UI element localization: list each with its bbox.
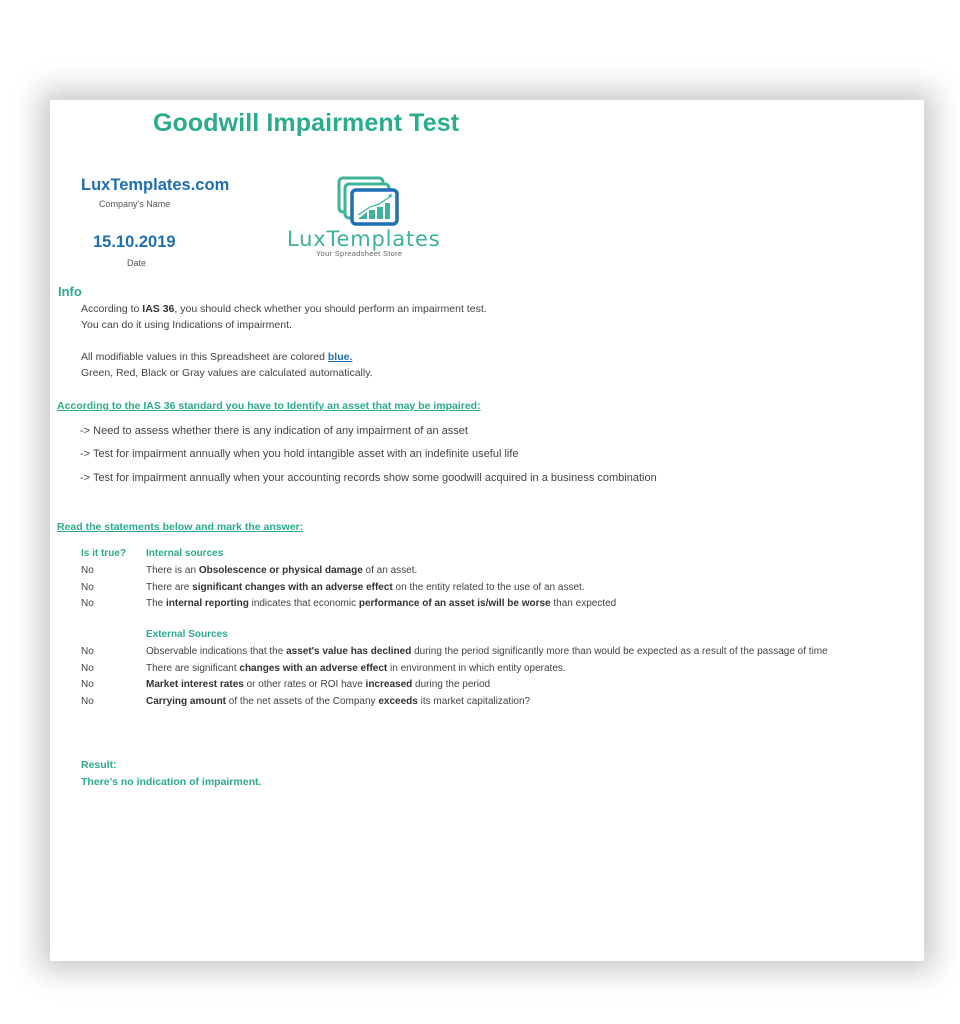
ias-reference: IAS 36 [142,303,175,315]
statement-text: Carrying amount of the net assets of the Company exceeds its market capitalization? [146,695,531,707]
company-name-label: Company's Name [99,199,171,209]
info-line-1 [81,303,487,315]
answer-cell[interactable]: No [81,662,94,674]
identify-item: -> Test for impairment annually when your accounting records show some goodwill acquired in a business combination [80,472,657,484]
statement-text: There are significant changes with an adverse effect on the entity related to the use of an asset. [146,581,585,593]
answer-cell[interactable]: No [81,598,94,609]
date-label: Date [127,258,147,268]
answer-column-header: Is it true? [81,548,127,559]
page-title: Goodwill Impairment Test [153,109,460,137]
statements-heading: Read the statements below and mark the answer: [57,521,304,533]
answer-cell[interactable]: No [81,581,94,593]
info-line-2: You can do it using Indications of impairment. [81,319,292,331]
spreadsheet-chart-icon [337,176,401,228]
result-value: There's no indication of impairment. [81,776,262,788]
spreadsheet-page [50,100,924,961]
blue-highlight: blue. [327,351,353,363]
statement-text: There is an Obsolescence or physical damage of an asset. [146,565,418,576]
statement-text: Market interest rates or other rates or ROI have increased during the period [146,679,491,690]
answer-cell[interactable]: No [81,695,94,707]
info-text: All modifiable values in this Spreadsheet are colored [81,351,328,363]
info-heading: Info [58,284,82,299]
info-line-3 [81,351,352,363]
statement-text: Observable indications that the asset's value has declined during the period significantly more than would be expected as a result of the passage of time [146,646,828,657]
info-line-4: Green, Red, Black or Gray values are calculated automatically. [81,367,373,379]
statement-text: There are significant changes with an adverse effect in environment in which entity operates. [146,662,566,674]
identify-heading: According to the IAS 36 standard you have to Identify an asset that may be impaired: [57,400,481,412]
date-value[interactable]: 15.10.2019 [93,233,176,251]
internal-sources-header: Internal sources [146,548,224,559]
info-text: , you should check whether you should perform an impairment test. [174,303,487,315]
info-text: According to [81,303,143,315]
result-label: Result: [81,759,117,771]
company-name[interactable]: LuxTemplates.com [81,176,230,194]
logo-tagline: Your Spreadsheet Store [316,249,403,258]
identify-item: -> Need to assess whether there is any indication of any impairment of an asset [80,425,468,437]
logo-wordmark: LuxTemplates [287,227,441,251]
answer-cell[interactable]: No [81,646,94,657]
statement-text: The internal reporting indicates that economic performance of an asset is/will be worse than expected [146,598,617,609]
answer-cell[interactable]: No [81,565,94,576]
answer-cell[interactable]: No [81,679,94,690]
external-sources-header: External Sources [146,629,228,640]
identify-item: -> Test for impairment annually when you hold intangible asset with an indefinite useful life [80,448,519,460]
